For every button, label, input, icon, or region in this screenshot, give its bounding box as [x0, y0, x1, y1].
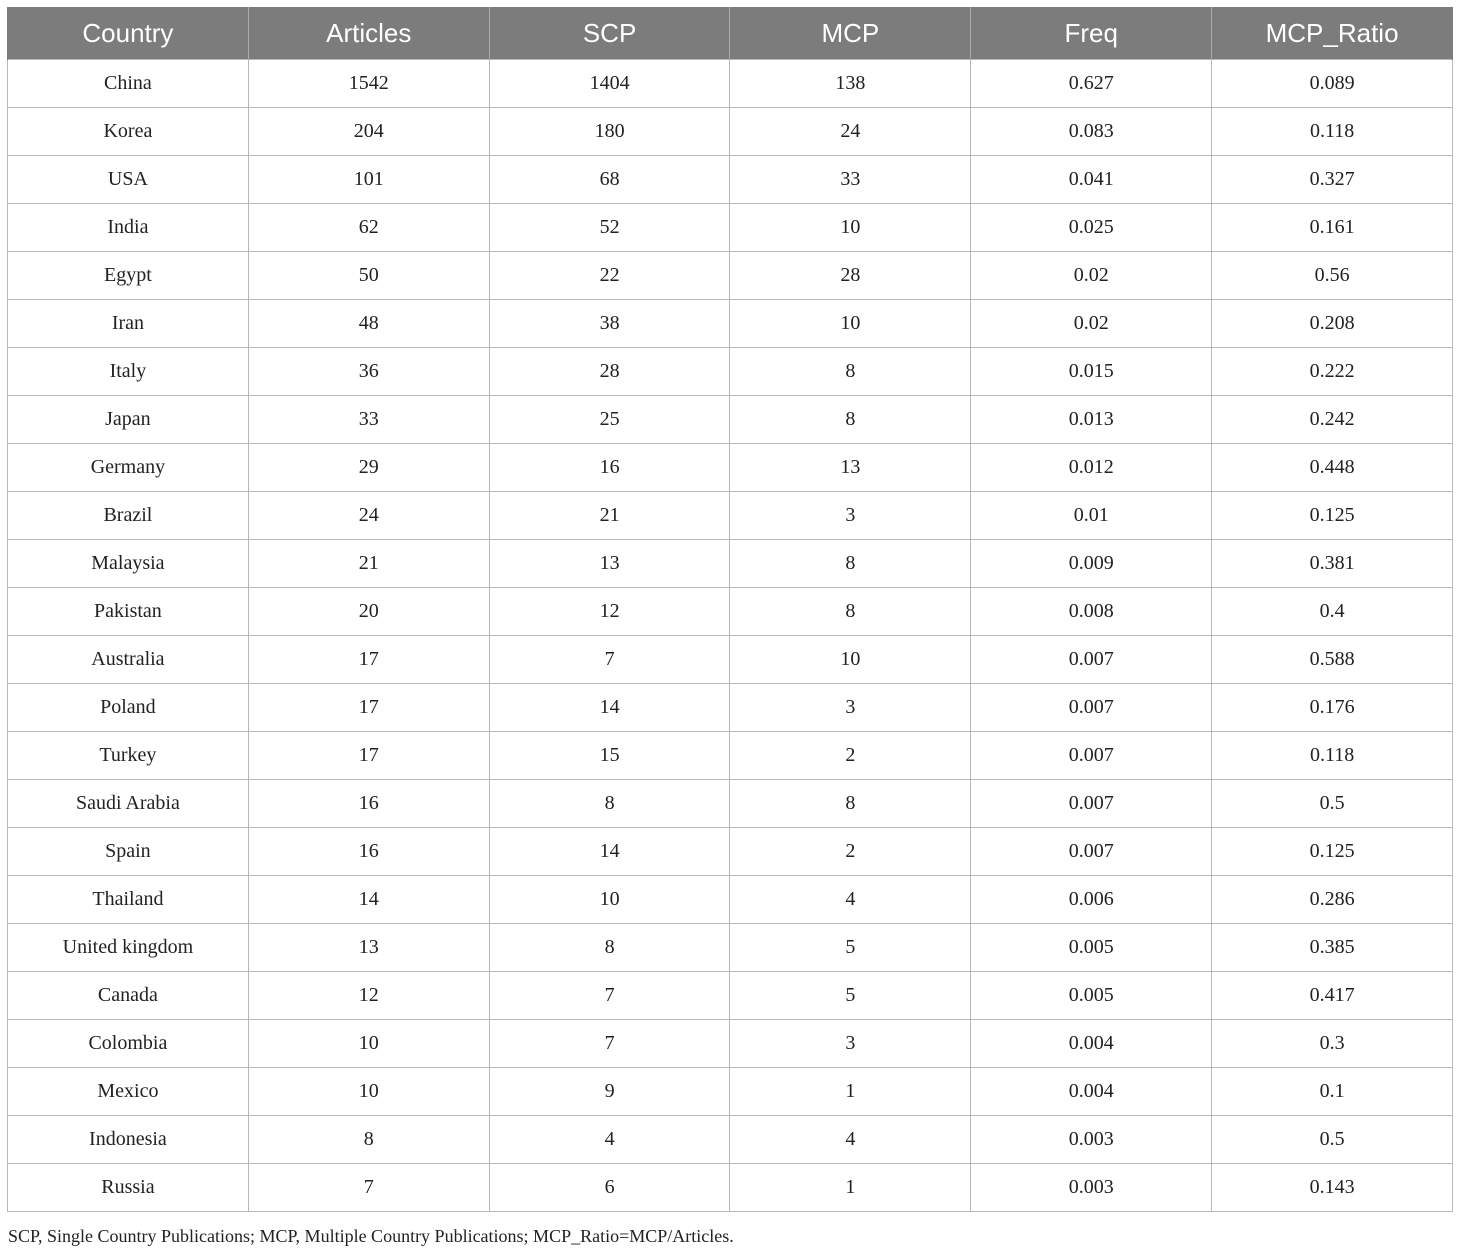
articles-cell: 10: [248, 1020, 489, 1068]
scp-cell: 7: [489, 972, 730, 1020]
mcp-cell: 1: [730, 1068, 971, 1116]
articles-cell: 36: [248, 348, 489, 396]
articles-cell: 10: [248, 1068, 489, 1116]
mcp-cell: 3: [730, 1020, 971, 1068]
table-body: [8, 60, 1453, 1212]
mcp-cell: 24: [730, 108, 971, 156]
mcp-ratio-cell: 0.385: [1212, 924, 1453, 972]
freq-cell: 0.041: [971, 156, 1212, 204]
articles-cell: 101: [248, 156, 489, 204]
freq-cell: 0.005: [971, 972, 1212, 1020]
mcp-ratio-cell: 0.161: [1212, 204, 1453, 252]
table-row: [8, 828, 1453, 876]
mcp-ratio-cell: 0.089: [1212, 60, 1453, 108]
mcp-cell: 5: [730, 924, 971, 972]
mcp-cell: 4: [730, 876, 971, 924]
mcp-cell: 33: [730, 156, 971, 204]
table-row: [8, 1164, 1453, 1212]
freq-cell: 0.083: [971, 108, 1212, 156]
articles-cell: 20: [248, 588, 489, 636]
table-footnote: SCP, Single Country Publications; MCP, Multiple Country Publications; MCP_Ratio=MCP/Articles.: [8, 1226, 734, 1246]
mcp-cell: 10: [730, 204, 971, 252]
column-header-articles: Articles: [248, 7, 489, 60]
scp-cell: 180: [489, 108, 730, 156]
table-row: [8, 492, 1453, 540]
freq-cell: 0.015: [971, 348, 1212, 396]
country-publications-table: [7, 7, 1453, 1212]
country-cell: Iran: [8, 300, 249, 348]
mcp-cell: 10: [730, 300, 971, 348]
table-row: [8, 108, 1453, 156]
table-row: [8, 780, 1453, 828]
articles-cell: 16: [248, 780, 489, 828]
mcp-cell: 8: [730, 396, 971, 444]
scp-cell: 28: [489, 348, 730, 396]
articles-cell: 8: [248, 1116, 489, 1164]
table-row: [8, 924, 1453, 972]
scp-cell: 1404: [489, 60, 730, 108]
scp-cell: 14: [489, 828, 730, 876]
freq-cell: 0.005: [971, 924, 1212, 972]
mcp-cell: 138: [730, 60, 971, 108]
country-cell: Canada: [8, 972, 249, 1020]
mcp-ratio-cell: 0.3: [1212, 1020, 1453, 1068]
freq-cell: 0.007: [971, 828, 1212, 876]
mcp-cell: 3: [730, 492, 971, 540]
column-header-mcp-ratio: MCP_Ratio: [1212, 7, 1453, 60]
country-cell: Mexico: [8, 1068, 249, 1116]
scp-cell: 12: [489, 588, 730, 636]
mcp-ratio-cell: 0.448: [1212, 444, 1453, 492]
mcp-ratio-cell: 0.56: [1212, 252, 1453, 300]
freq-cell: 0.012: [971, 444, 1212, 492]
articles-cell: 33: [248, 396, 489, 444]
column-header-country: Country: [8, 7, 249, 60]
freq-cell: 0.009: [971, 540, 1212, 588]
mcp-cell: 1: [730, 1164, 971, 1212]
country-cell: Russia: [8, 1164, 249, 1212]
mcp-cell: 8: [730, 540, 971, 588]
articles-cell: 50: [248, 252, 489, 300]
country-cell: Egypt: [8, 252, 249, 300]
country-cell: Turkey: [8, 732, 249, 780]
scp-cell: 10: [489, 876, 730, 924]
table-row: [8, 1068, 1453, 1116]
scp-cell: 16: [489, 444, 730, 492]
table-row: [8, 156, 1453, 204]
table-row: [8, 60, 1453, 108]
mcp-ratio-cell: 0.118: [1212, 732, 1453, 780]
country-publications-table-container: [7, 7, 1453, 1212]
mcp-ratio-cell: 0.125: [1212, 492, 1453, 540]
articles-cell: 16: [248, 828, 489, 876]
freq-cell: 0.025: [971, 204, 1212, 252]
country-cell: USA: [8, 156, 249, 204]
freq-cell: 0.008: [971, 588, 1212, 636]
articles-cell: 1542: [248, 60, 489, 108]
articles-cell: 17: [248, 684, 489, 732]
freq-cell: 0.007: [971, 636, 1212, 684]
articles-cell: 204: [248, 108, 489, 156]
mcp-ratio-cell: 0.5: [1212, 1116, 1453, 1164]
mcp-cell: 5: [730, 972, 971, 1020]
articles-cell: 17: [248, 732, 489, 780]
articles-cell: 12: [248, 972, 489, 1020]
scp-cell: 6: [489, 1164, 730, 1212]
country-cell: United kingdom: [8, 924, 249, 972]
articles-cell: 48: [248, 300, 489, 348]
scp-cell: 21: [489, 492, 730, 540]
mcp-ratio-cell: 0.381: [1212, 540, 1453, 588]
country-cell: Thailand: [8, 876, 249, 924]
scp-cell: 7: [489, 1020, 730, 1068]
scp-cell: 15: [489, 732, 730, 780]
freq-cell: 0.004: [971, 1020, 1212, 1068]
articles-cell: 13: [248, 924, 489, 972]
mcp-ratio-cell: 0.176: [1212, 684, 1453, 732]
country-cell: Colombia: [8, 1020, 249, 1068]
scp-cell: 8: [489, 924, 730, 972]
country-cell: Pakistan: [8, 588, 249, 636]
freq-cell: 0.003: [971, 1116, 1212, 1164]
mcp-ratio-cell: 0.5: [1212, 780, 1453, 828]
table-row: [8, 972, 1453, 1020]
scp-cell: 8: [489, 780, 730, 828]
country-cell: India: [8, 204, 249, 252]
mcp-cell: 2: [730, 732, 971, 780]
mcp-ratio-cell: 0.1: [1212, 1068, 1453, 1116]
articles-cell: 21: [248, 540, 489, 588]
mcp-cell: 13: [730, 444, 971, 492]
country-cell: Germany: [8, 444, 249, 492]
table-row: [8, 204, 1453, 252]
scp-cell: 14: [489, 684, 730, 732]
country-cell: Korea: [8, 108, 249, 156]
mcp-ratio-cell: 0.222: [1212, 348, 1453, 396]
mcp-cell: 3: [730, 684, 971, 732]
mcp-cell: 8: [730, 348, 971, 396]
table-row: [8, 396, 1453, 444]
mcp-cell: 8: [730, 780, 971, 828]
scp-cell: 22: [489, 252, 730, 300]
mcp-cell: 8: [730, 588, 971, 636]
freq-cell: 0.007: [971, 780, 1212, 828]
mcp-ratio-cell: 0.125: [1212, 828, 1453, 876]
country-cell: Indonesia: [8, 1116, 249, 1164]
freq-cell: 0.02: [971, 252, 1212, 300]
column-header-mcp: MCP: [730, 7, 971, 60]
table-row: [8, 684, 1453, 732]
mcp-cell: 28: [730, 252, 971, 300]
freq-cell: 0.01: [971, 492, 1212, 540]
scp-cell: 9: [489, 1068, 730, 1116]
mcp-cell: 4: [730, 1116, 971, 1164]
table-row: [8, 732, 1453, 780]
column-header-scp: SCP: [489, 7, 730, 60]
freq-cell: 0.007: [971, 684, 1212, 732]
country-cell: Poland: [8, 684, 249, 732]
mcp-ratio-cell: 0.588: [1212, 636, 1453, 684]
mcp-ratio-cell: 0.118: [1212, 108, 1453, 156]
articles-cell: 7: [248, 1164, 489, 1212]
scp-cell: 13: [489, 540, 730, 588]
scp-cell: 68: [489, 156, 730, 204]
table-row: [8, 252, 1453, 300]
scp-cell: 52: [489, 204, 730, 252]
country-cell: Japan: [8, 396, 249, 444]
country-cell: Malaysia: [8, 540, 249, 588]
table-row: [8, 1116, 1453, 1164]
table-row: [8, 1020, 1453, 1068]
scp-cell: 7: [489, 636, 730, 684]
articles-cell: 62: [248, 204, 489, 252]
freq-cell: 0.003: [971, 1164, 1212, 1212]
mcp-ratio-cell: 0.208: [1212, 300, 1453, 348]
mcp-ratio-cell: 0.327: [1212, 156, 1453, 204]
mcp-ratio-cell: 0.417: [1212, 972, 1453, 1020]
table-row: [8, 636, 1453, 684]
mcp-ratio-cell: 0.286: [1212, 876, 1453, 924]
table-row: [8, 876, 1453, 924]
country-cell: Saudi Arabia: [8, 780, 249, 828]
country-cell: Spain: [8, 828, 249, 876]
freq-cell: 0.02: [971, 300, 1212, 348]
mcp-ratio-cell: 0.242: [1212, 396, 1453, 444]
column-header-freq: Freq: [971, 7, 1212, 60]
freq-cell: 0.007: [971, 732, 1212, 780]
country-cell: Australia: [8, 636, 249, 684]
scp-cell: 38: [489, 300, 730, 348]
table-row: [8, 348, 1453, 396]
articles-cell: 17: [248, 636, 489, 684]
table-header: [8, 7, 1453, 60]
table-row: [8, 588, 1453, 636]
country-cell: China: [8, 60, 249, 108]
mcp-ratio-cell: 0.143: [1212, 1164, 1453, 1212]
freq-cell: 0.006: [971, 876, 1212, 924]
table-row: [8, 300, 1453, 348]
articles-cell: 14: [248, 876, 489, 924]
articles-cell: 29: [248, 444, 489, 492]
freq-cell: 0.627: [971, 60, 1212, 108]
scp-cell: 25: [489, 396, 730, 444]
table-row: [8, 540, 1453, 588]
country-cell: Brazil: [8, 492, 249, 540]
mcp-cell: 2: [730, 828, 971, 876]
table-row: [8, 444, 1453, 492]
articles-cell: 24: [248, 492, 489, 540]
mcp-cell: 10: [730, 636, 971, 684]
mcp-ratio-cell: 0.4: [1212, 588, 1453, 636]
freq-cell: 0.004: [971, 1068, 1212, 1116]
header-row: [8, 7, 1453, 60]
scp-cell: 4: [489, 1116, 730, 1164]
freq-cell: 0.013: [971, 396, 1212, 444]
country-cell: Italy: [8, 348, 249, 396]
